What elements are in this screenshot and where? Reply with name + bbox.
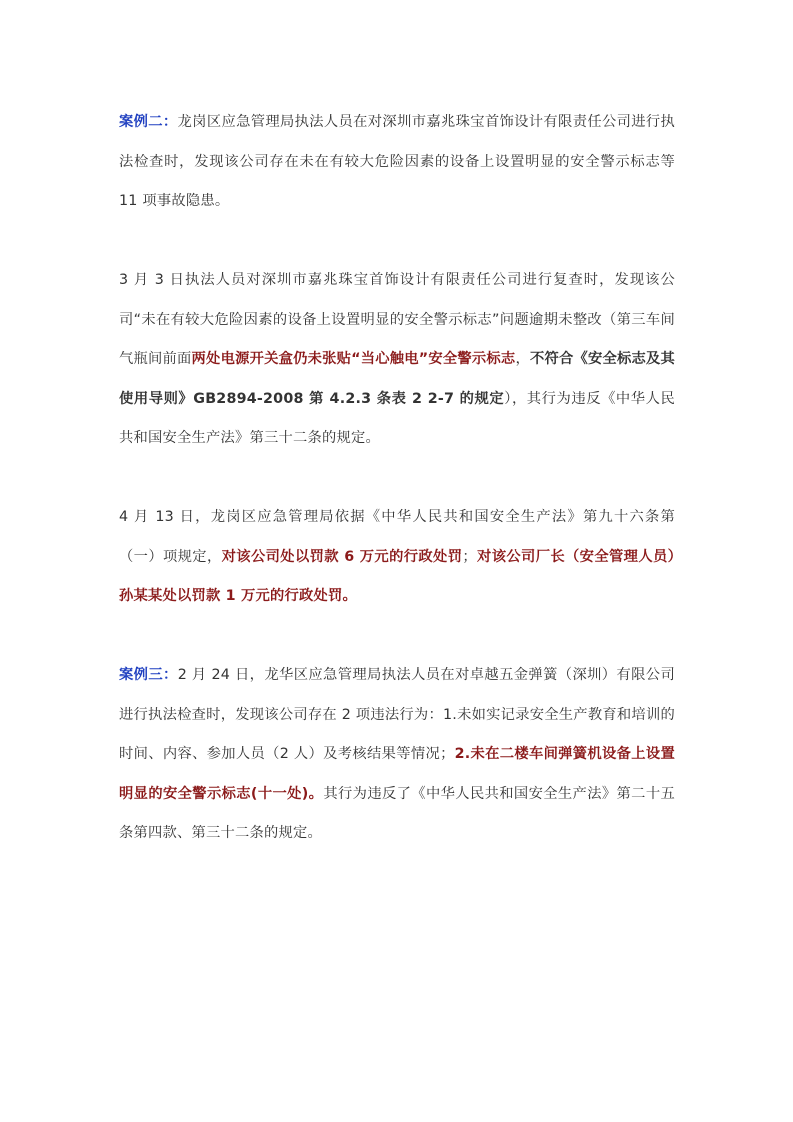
case-two-paragraph [119,103,675,222]
text-segment: ），其行为违反《中华人民共和国安全生产法》第三十二条的规定。 [119,390,675,446]
highlight-segment: 2.未在二楼车间弹簧机设备上设置明显的安全警示标志(十一处)。 [119,746,675,802]
case-label: 案例二： [119,114,178,130]
text-segment: 龙岗区应急管理局执法人员在对深圳市嘉兆珠宝首饰设计有限责任公司进行执法检查时，发现该公司存在未在有较大危险因素的设备上设置明显的安全警示标志等 11 项事故隐患。 [119,114,675,209]
document-page [119,103,675,893]
text-segment: ； [462,548,477,565]
penalty-paragraph [119,498,675,617]
text-segment: 4 月 13 日，龙岗区应急管理局依据《中华人民共和国安全生产法》第九十六条第（一）项规定， [119,509,675,565]
case-label: 案例三： [119,667,178,683]
highlight-segment: 两处电源开关盒仍未张贴“当心触电”安全警示标志 [191,351,516,367]
case-three-paragraph [119,656,675,854]
text-segment: 3 月 3 日执法人员对深圳市嘉兆珠宝首饰设计有限责任公司进行复查时，发现该公司“未在有较大危险因素的设备上设置明显的安全警示标志”问题逾期未整改（第三车间气瓶间前面 [119,272,675,367]
text-segment: 2 月 24 日，龙华区应急管理局执法人员在对卓越五金弹簧（深圳）有限公司进行执法检查时，发现该公司存在 2 项违法行为：1.未如实记录安全生产教育和培训的时间、内容、参加人员（2 人）及考核结果等情况； [119,667,675,762]
highlight-segment: 对该公司处以罚款 6 万元的行政处罚 [221,548,463,565]
bold-segment: 不符合《安全标志及其使用导则》GB2894-2008 第 4.2.3 条表 2 2-7 的规定 [119,351,676,407]
highlight-segment: 对该公司厂长（安全管理人员）孙某某处以罚款 1 万元的行政处罚。 [119,548,675,604]
recheck-paragraph [119,261,675,459]
text-segment: 其行为违反了《中华人民共和国安全生产法》第二十五条第四款、第三十二条的规定。 [119,785,675,841]
text-segment: ， [515,351,530,367]
